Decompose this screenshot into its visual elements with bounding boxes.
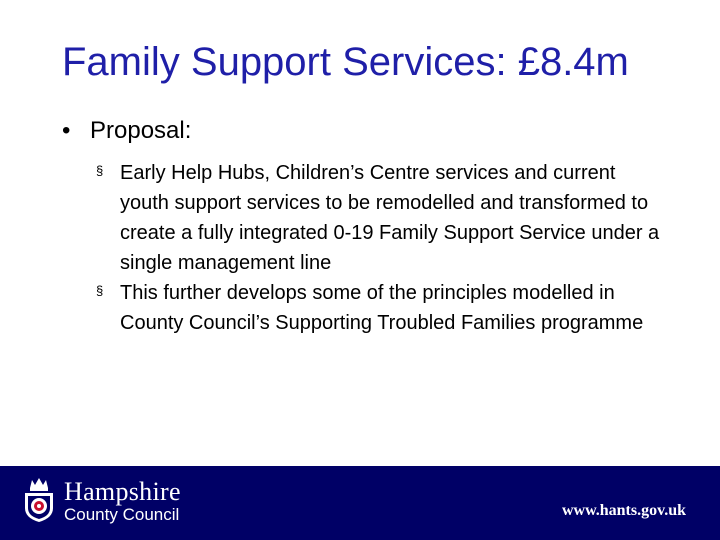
org-subtitle: County Council [64,505,180,524]
sub-bullet-list [96,158,702,338]
sub-bullet-marker: § [96,283,104,298]
website-url: www.hants.gov.uk [561,502,686,519]
footer-bar [0,466,720,540]
sub-bullet-item [96,278,702,338]
sub-bullet-text: This further develops some of the principles modelled in County Council’s Supporting Troubled Families programme [120,282,644,334]
sub-bullet-item [96,158,702,278]
bullet-text: Proposal: [90,117,192,144]
org-name: Hampshire [64,477,181,506]
slide-title: Family Support Services: £8.4m [62,40,629,84]
bullet-marker: • [62,117,71,144]
bullet-item [62,114,702,148]
slide-content [62,114,702,338]
sub-bullet-text: Early Help Hubs, Children’s Centre services and current youth support services to be remodelled and transformed to create a fully integrated 0-19 Family Support Service under a single management line [120,162,660,274]
rose-crest-icon [22,476,56,524]
sub-bullet-marker: § [96,163,104,178]
